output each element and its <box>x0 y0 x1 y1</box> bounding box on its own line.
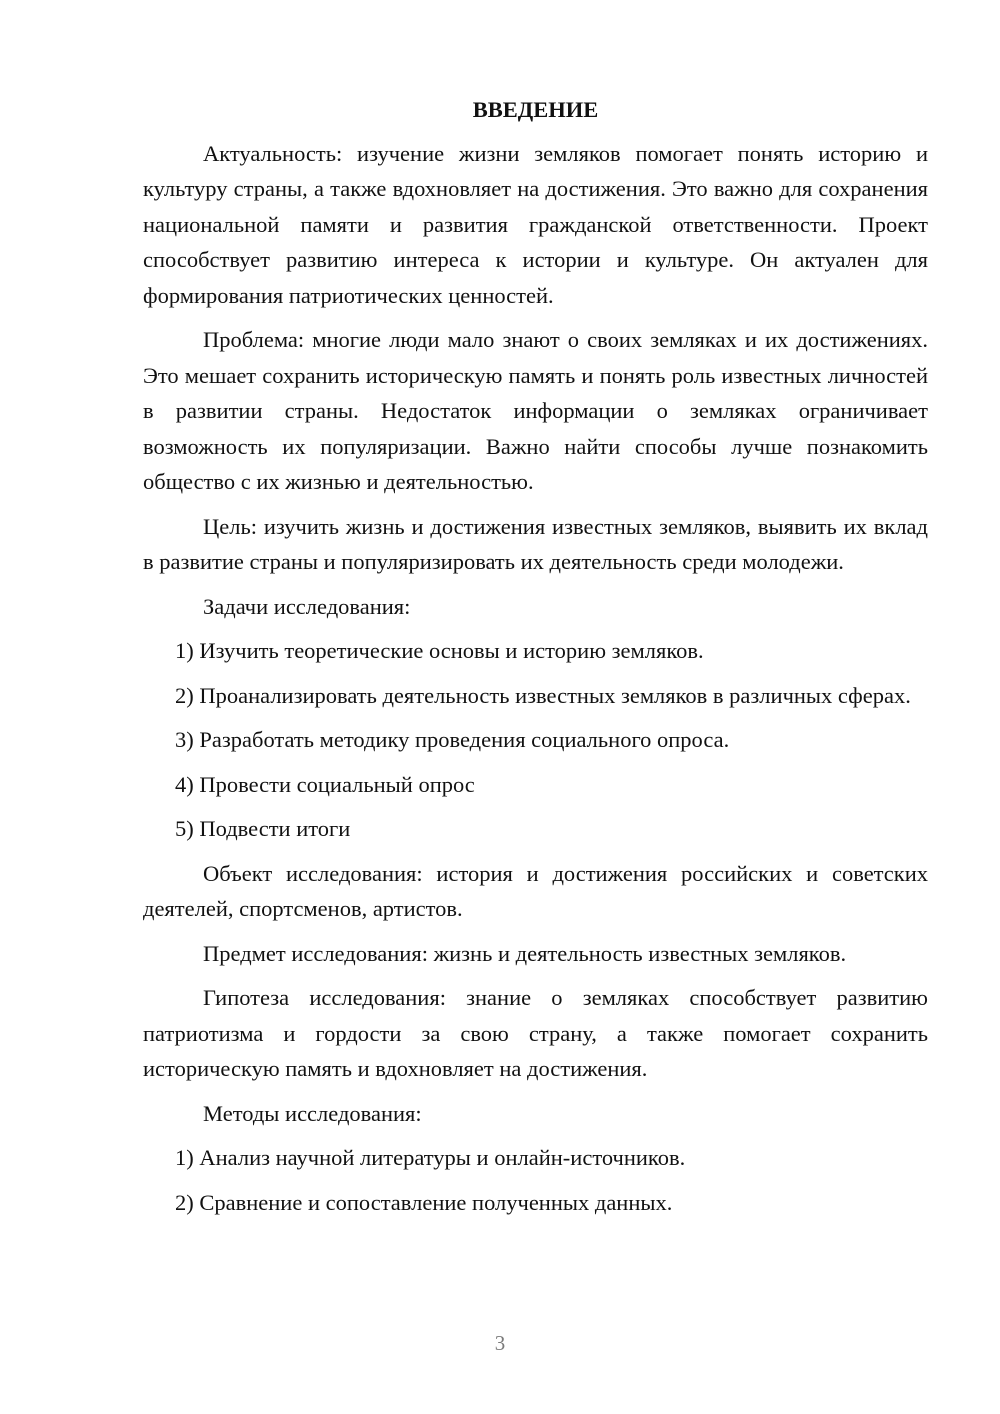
page-number: 3 <box>494 1331 506 1355</box>
task-item: 3) Разработать методику проведения социального опроса. <box>175 727 730 752</box>
hypothesis-paragraph: Гипотеза исследования: знание о земляках способствует развитию патриотизма и гордости за свою страну, а также помогает сохранить историческую память и вдохновляет на достижения. <box>143 985 928 1081</box>
task-item: 5) Подвести итоги <box>175 816 351 841</box>
problem-paragraph: Проблема: многие люди мало знают о своих земляках и их достижениях. Это мешает сохранить историческую память и понять роль известных личностей в развитии страны. Недостаток информации о земляках ограничивает возможность их популяризации. Важно найти способы лучше познакомить общество с их жизнью и деятельностью. <box>143 327 928 494</box>
task-item: 1) Изучить теоретические основы и историю земляков. <box>175 638 704 663</box>
subject-paragraph: Предмет исследования: жизнь и деятельность известных земляков. <box>203 940 847 966</box>
method-item: 1) Анализ научной литературы и онлайн-источников. <box>175 1145 686 1170</box>
object-paragraph: Объект исследования: история и достижения российских и советских деятелей, спортсменов, артистов. <box>143 860 928 921</box>
task-item: 2) Проанализировать деятельность известных земляков в различных сферах. <box>175 682 911 708</box>
section-heading: ВВЕДЕНИЕ <box>472 97 599 122</box>
method-item: 2) Сравнение и сопоставление полученных данных. <box>175 1189 673 1215</box>
page-content <box>143 92 928 1229</box>
methods-title: Методы исследования: <box>203 1100 422 1126</box>
relevance-paragraph: Актуальность: изучение жизни земляков помогает понять историю и культуру страны, а также вдохновляет на достижения. Это важно для сохранения национальной памяти и развития гражданской ответственности. Проект способствует развитию интереса к истории и культуре. Он актуален для формирования патриотических ценностей. <box>143 140 928 308</box>
goal-paragraph: Цель: изучить жизнь и достижения известных земляков, выявить их вклад в развитие страны и популяризировать их деятельность среди молодежи. <box>143 513 928 574</box>
task-item: 4) Провести социальный опрос <box>175 771 475 797</box>
tasks-title: Задачи исследования: <box>203 593 411 619</box>
